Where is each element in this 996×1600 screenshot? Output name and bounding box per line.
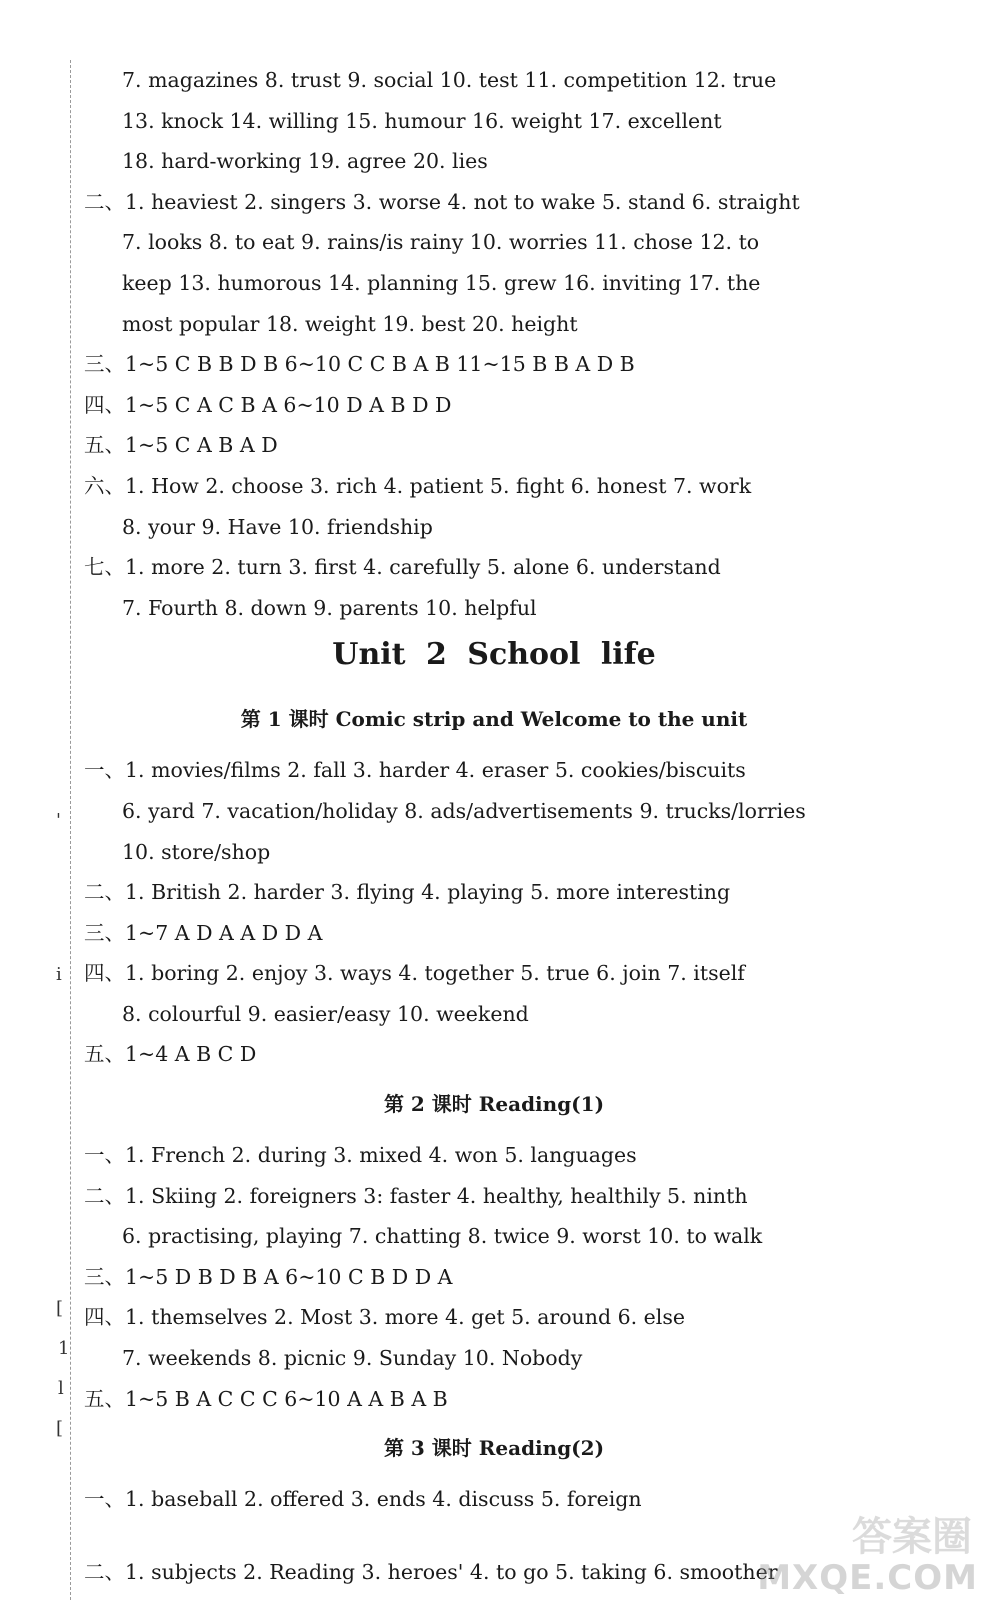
answer-line: keep 13. humorous 14. planning 15. grew 16. inviting 17. the xyxy=(122,270,761,295)
watermark-logo: 答案圈 xyxy=(852,1514,972,1560)
answer-line: 二、1. Skiing 2. foreigners 3: faster 4. healthy, healthily 5. ninth xyxy=(84,1183,748,1208)
answer-line: 8. your 9. Have 10. friendship xyxy=(122,514,433,539)
answer-line: 18. hard-working 19. agree 20. lies xyxy=(122,149,488,174)
answer-line: 二、1. British 2. harder 3. flying 4. playing 5. more interesting xyxy=(84,880,731,905)
answer-line: 四、1. boring 2. enjoy 3. ways 4. together 5. true 6. join 7. itself xyxy=(84,961,745,986)
margin-mark: 1 xyxy=(58,1338,70,1359)
answer-line: 五、1~5 C A B A D xyxy=(84,433,278,458)
answer-line: 一、1. French 2. during 3. mixed 4. won 5. languages xyxy=(84,1143,637,1168)
margin-mark: ' xyxy=(56,810,61,831)
watermark-site: MXQE.COM xyxy=(757,1558,978,1598)
answer-line: most popular 18. weight 19. best 20. height xyxy=(122,311,578,336)
margin-mark: l xyxy=(58,1378,64,1399)
answer-line: 六、1. How 2. choose 3. rich 4. patient 5. fight 6. honest 7. work xyxy=(84,473,752,498)
answer-line: 三、1~5 C B B D B 6~10 C C B A B 11~15 B B A D B xyxy=(84,352,635,377)
unit-title: Unit 2 School life xyxy=(332,637,656,673)
answer-line: 二、1. subjects 2. Reading 3. heroes' 4. to go 5. taking 6. smoother xyxy=(84,1560,778,1584)
answer-line: 7. Fourth 8. down 9. parents 10. helpful xyxy=(122,595,537,620)
margin-mark: [ xyxy=(56,1418,64,1439)
answer-line: 6. practising, playing 7. chatting 8. twice 9. worst 10. to walk xyxy=(122,1224,763,1249)
answer-content xyxy=(84,60,864,1520)
lesson-heading: 第 3 课时 Reading(2) xyxy=(383,1436,605,1461)
answer-line: 五、1~4 A B C D xyxy=(84,1042,257,1067)
answer-line: 13. knock 14. willing 15. humour 16. weight 17. excellent xyxy=(122,108,722,133)
answer-line: 七、1. more 2. turn 3. first 4. carefully 5. alone 6. understand xyxy=(84,555,721,580)
lesson-heading: 第 1 课时 Comic strip and Welcome to the unit xyxy=(240,707,748,732)
answer-line: 7. magazines 8. trust 9. social 10. test 11. competition 12. true xyxy=(122,68,777,92)
answer-line: 三、1~5 D B D B A 6~10 C B D D A xyxy=(84,1264,453,1289)
site-watermark xyxy=(757,1508,978,1598)
answer-line: 一、1. baseball 2. offered 3. ends 4. discuss 5. foreign xyxy=(84,1487,642,1512)
answer-line: 四、1. themselves 2. Most 3. more 4. get 5. around 6. else xyxy=(84,1305,686,1330)
answer-line: 7. weekends 8. picnic 9. Sunday 10. Nobody xyxy=(122,1346,583,1371)
answer-line: 二、1. heaviest 2. singers 3. worse 4. not to wake 5. stand 6. straight xyxy=(84,189,800,214)
margin-mark: i xyxy=(56,964,62,985)
answer-line: 三、1~7 A D A A D D A xyxy=(84,920,323,945)
answer-line: 6. yard 7. vacation/holiday 8. ads/advertisements 9. trucks/lorries xyxy=(122,798,806,823)
answer-line: 一、1. movies/films 2. fall 3. harder 4. eraser 5. cookies/biscuits xyxy=(84,758,746,783)
lesson-heading: 第 2 课时 Reading(1) xyxy=(383,1092,605,1117)
answer-line: 8. colourful 9. easier/easy 10. weekend xyxy=(122,1001,529,1026)
answer-line: 10. store/shop xyxy=(122,839,271,864)
answer-line: 7. looks 8. to eat 9. rains/is rainy 10. worries 11. chose 12. to xyxy=(122,230,760,255)
answer-line: 五、1~5 B A C C C 6~10 A A B A B xyxy=(84,1386,448,1411)
margin-mark: [ xyxy=(56,1298,64,1319)
binding-margin-rule xyxy=(70,60,71,1600)
answer-line: 四、1~5 C A C B A 6~10 D A B D D xyxy=(84,392,452,417)
